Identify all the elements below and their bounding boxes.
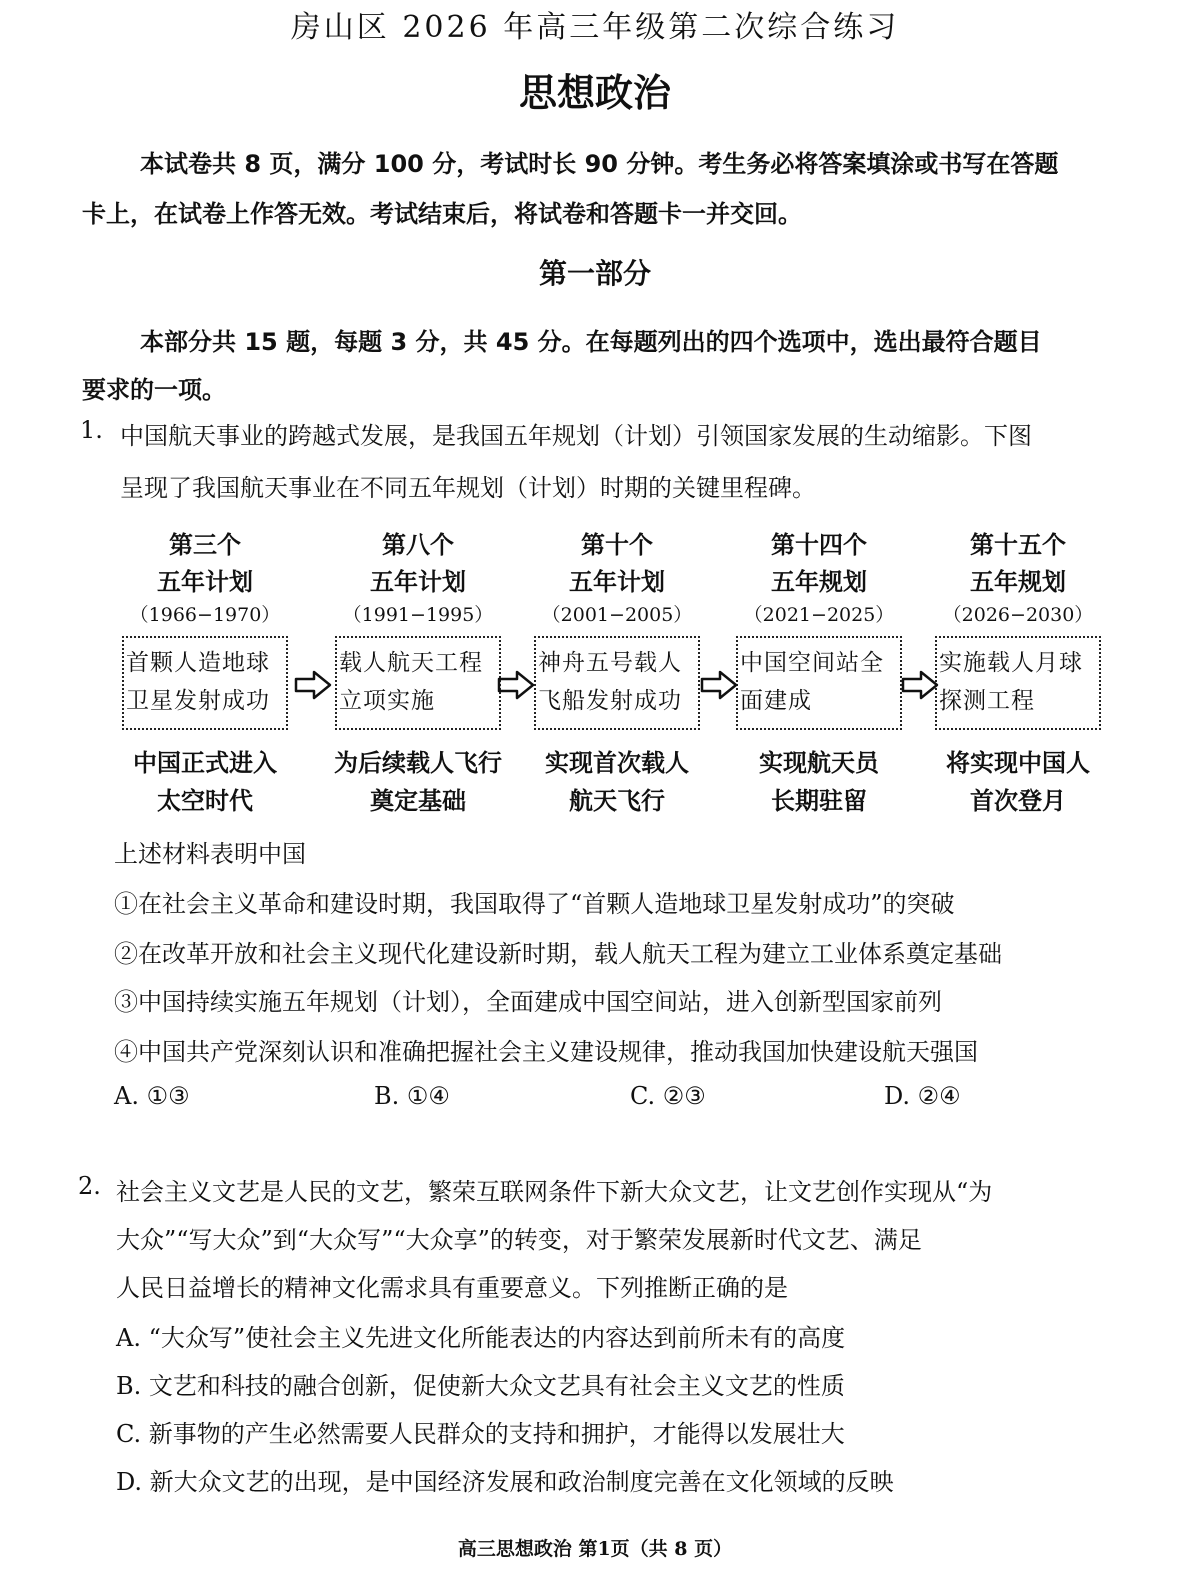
- arrow-right-icon: [294, 670, 332, 700]
- q1-option-a[interactable]: A. ①③: [114, 1082, 190, 1110]
- stage-plan-line-1: 第八个: [382, 530, 454, 559]
- part-desc-line-1: 本部分共 15 题，每题 3 分，共 45 分。在每题列出的四个选项中，选出最符合题目: [140, 328, 1042, 356]
- stage-event-box: 中国空间站全面建成: [736, 636, 902, 730]
- timeline-stage-2: [313, 526, 523, 820]
- q2-option-a[interactable]: A. “大众写”使社会主义先进文化所能表达的内容达到前所未有的高度: [116, 1324, 846, 1352]
- q2-number: 2.: [78, 1172, 101, 1200]
- stage-plan-line-1: 第十五个: [970, 530, 1066, 559]
- arrow-right-icon: [901, 670, 939, 700]
- stage-plan-line-2: 五年计划: [157, 567, 253, 596]
- stage-result-line-1: 中国正式进入: [133, 748, 277, 777]
- q2-option-b[interactable]: B. 文艺和科技的融合创新，促使新大众文艺具有社会主义文艺的性质: [116, 1372, 845, 1400]
- stage-plan-line-1: 第十四个: [771, 530, 867, 559]
- stage-result-line-1: 为后续载人飞行: [334, 748, 502, 777]
- stage-years: （2001−2005）: [541, 604, 693, 626]
- q1-statement-3: ③中国持续实施五年规划（计划），全面建成中国空间站，进入创新型国家前列: [114, 988, 942, 1016]
- instructions-line-1: 本试卷共 8 页，满分 100 分，考试时长 90 分钟。考生务必将答案填涂或书写在答题: [140, 150, 1059, 178]
- arrow-right-icon: [497, 670, 535, 700]
- q1-option-d[interactable]: D. ②④: [884, 1082, 961, 1110]
- timeline-stage-1: [100, 526, 310, 820]
- q2-option-d[interactable]: D. 新大众文艺的出现，是中国经济发展和政治制度完善在文化领域的反映: [116, 1468, 894, 1496]
- stage-years: （2021−2025）: [743, 604, 895, 626]
- q1-stem-line-2: 呈现了我国航天事业在不同五年规划（计划）时期的关键里程碑。: [120, 474, 816, 502]
- instructions-line-2: 卡上，在试卷上作答无效。考试结束后，将试卷和答题卡一并交回。: [82, 200, 802, 228]
- stage-result-line-1: 实现航天员: [759, 748, 879, 777]
- q1-number: 1.: [80, 416, 103, 444]
- stage-plan-line-1: 第十个: [581, 530, 653, 559]
- stage-result-line-2: 长期驻留: [771, 786, 867, 815]
- stage-event-box: 神舟五号载人飞船发射成功: [534, 636, 700, 730]
- stage-years: （2026−2030）: [942, 604, 1094, 626]
- q1-statement-1: ①在社会主义革命和建设时期，我国取得了“首颗人造地球卫星发射成功”的突破: [114, 890, 955, 918]
- part-title: 第一部分: [538, 257, 651, 290]
- arrow-right-icon: [700, 670, 738, 700]
- stage-years: （1991−1995）: [342, 604, 494, 626]
- q1-statement-2: ②在改革开放和社会主义现代化建设新时期，载人航天工程为建立工业体系奠定基础: [114, 940, 1002, 968]
- stage-plan-line-2: 五年计划: [569, 567, 665, 596]
- stage-event-box: 载人航天工程立项实施: [335, 636, 501, 730]
- stage-event-box: 首颗人造地球卫星发射成功: [122, 636, 288, 730]
- stage-plan-line-2: 五年规划: [771, 567, 867, 596]
- part-desc-line-2: 要求的一项。: [82, 376, 226, 404]
- q2-option-c[interactable]: C. 新事物的产生必然需要人民群众的支持和拥护，才能得以发展壮大: [116, 1420, 845, 1448]
- stage-result-line-2: 太空时代: [157, 786, 253, 815]
- timeline-stage-3: [512, 526, 722, 820]
- stage-event-box: 实施载人月球探测工程: [935, 636, 1101, 730]
- page-footer: 高三思想政治 第1页（共 8 页）: [457, 1538, 733, 1560]
- q1-stem-line-1: 中国航天事业的跨越式发展，是我国五年规划（计划）引领国家发展的生动缩影。下图: [120, 422, 1032, 450]
- q2-stem-line-1: 社会主义文艺是人民的文艺，繁荣互联网条件下新大众文艺，让文艺创作实现从“为: [116, 1178, 993, 1206]
- exam-title: 房山区 2026 年高三年级第二次综合练习: [290, 10, 900, 45]
- q2-stem-line-2: 大众”“写大众”到“大众写”“大众享”的转变，对于繁荣发展新时代文艺、满足: [116, 1226, 922, 1254]
- stage-plan-line-1: 第三个: [169, 530, 241, 559]
- timeline-stage-5: [913, 526, 1123, 820]
- q1-option-b[interactable]: B. ①④: [374, 1082, 450, 1110]
- stage-plan-line-2: 五年规划: [970, 567, 1066, 596]
- q1-option-c[interactable]: C. ②③: [630, 1082, 706, 1110]
- stage-result-line-1: 将实现中国人: [946, 748, 1090, 777]
- stage-years: （1966−1970）: [129, 604, 281, 626]
- stage-plan-line-2: 五年计划: [370, 567, 466, 596]
- stage-result-line-1: 实现首次载人: [545, 748, 689, 777]
- q2-stem-line-3: 人民日益增长的精神文化需求具有重要意义。下列推断正确的是: [116, 1274, 788, 1302]
- subject-title: 思想政治: [518, 70, 671, 115]
- q1-statement-4: ④中国共产党深刻认识和准确把握社会主义建设规律，推动我国加快建设航天强国: [114, 1038, 978, 1066]
- stage-result-line-2: 奠定基础: [370, 786, 466, 815]
- timeline-stage-4: [714, 526, 924, 820]
- stage-result-line-2: 首次登月: [970, 786, 1066, 815]
- stage-result-line-2: 航天飞行: [569, 786, 665, 815]
- q1-lead: 上述材料表明中国: [114, 840, 306, 868]
